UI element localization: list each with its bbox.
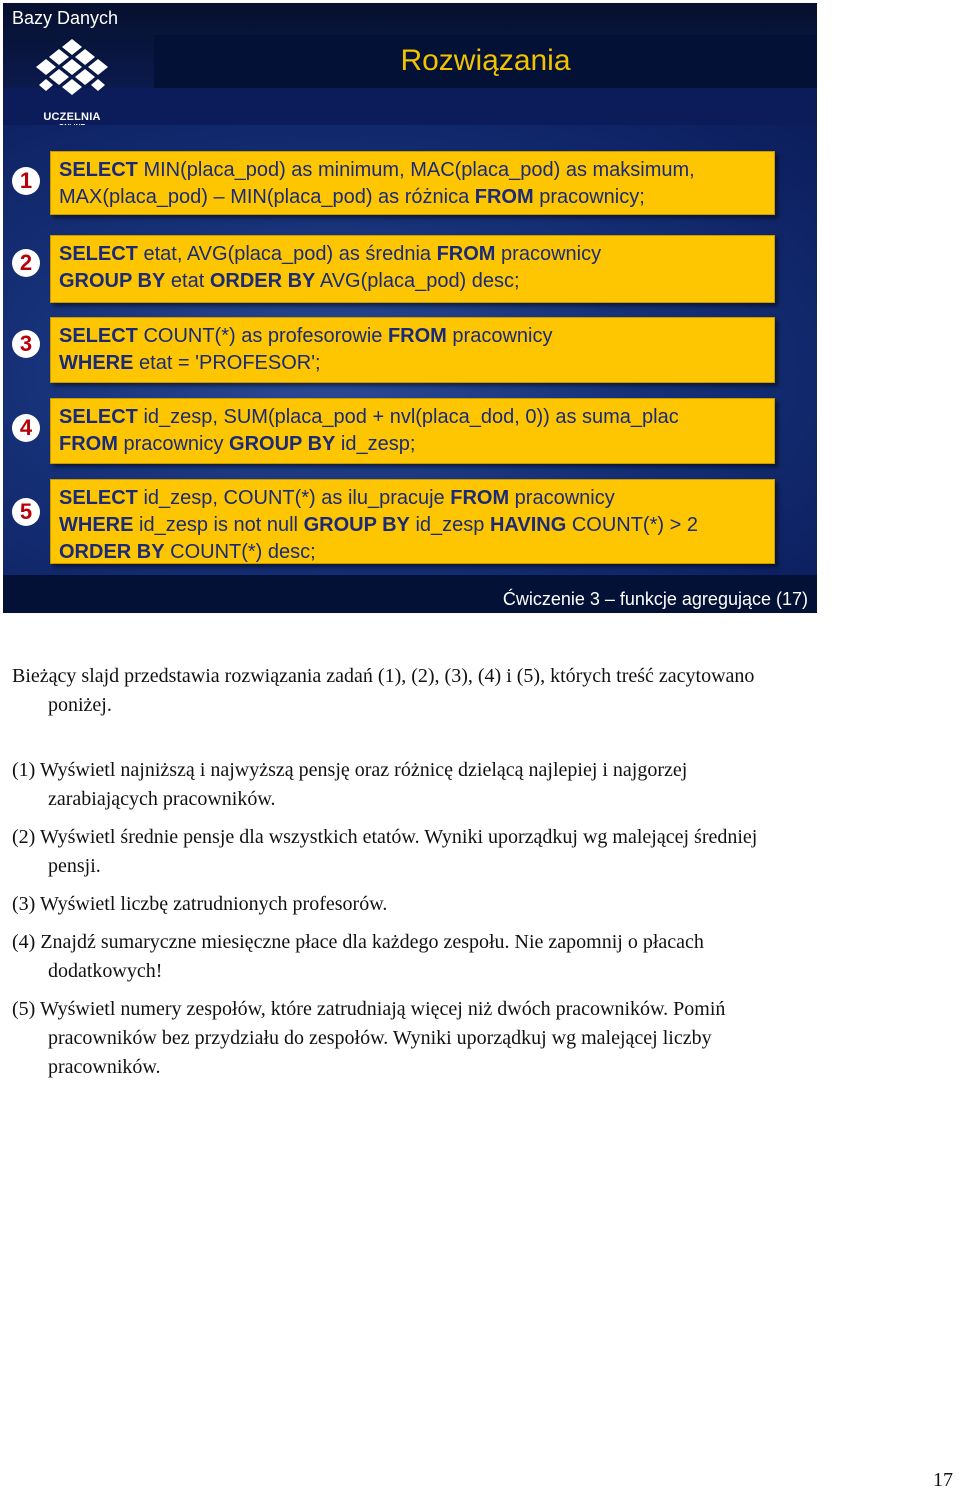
slide-title: Rozwiązania — [400, 44, 571, 77]
footer-text: Ćwiczenie 3 – funkcje agregujące (17) — [502, 589, 808, 609]
sql-line — [59, 512, 766, 539]
solution-number-5: 5 — [12, 498, 40, 526]
slide-header — [3, 3, 817, 88]
sql-line — [59, 539, 766, 566]
sql-solution-box-2 — [50, 235, 775, 303]
task-1: (1) Wyświetl najniższą i najwyższą pensję oraz różnicę dzielącą najlepiej i najgorzej zarabiających pracowników. — [12, 759, 688, 810]
logo-text-line1: UCZELNIA — [43, 111, 101, 123]
uczelnia-online-logo — [27, 35, 117, 125]
sql-line — [59, 241, 766, 268]
sql-line — [59, 431, 766, 458]
sql-line — [59, 485, 766, 512]
solution-number-3: 3 — [12, 330, 40, 358]
sql-text: MIN(placa_pod) as minimum, MAC(placa_pod) as maksimum, — [143, 159, 695, 181]
sql-line — [59, 184, 766, 211]
sql-text: id_zesp — [409, 514, 490, 536]
solution-number-4: 4 — [12, 414, 40, 442]
sql-text: etat, AVG(placa_pod) as średnia — [143, 243, 437, 265]
sql-solution-box-5 — [50, 479, 775, 564]
sql-text: COUNT(*) > 2 — [566, 514, 698, 536]
sql-keyword: SELECT — [59, 243, 144, 265]
sql-text: AVG(placa_pod) desc; — [315, 270, 520, 292]
logo-grid-icon — [27, 35, 117, 111]
sql-keyword: WHERE — [59, 514, 134, 536]
sql-keyword: FROM — [436, 243, 496, 265]
sql-text: id_zesp; — [335, 433, 416, 455]
sql-text: id_zesp is not null — [133, 514, 304, 536]
sql-keyword: SELECT — [59, 325, 144, 347]
task-4: (4) Znajdź sumaryczne miesięczne płace dla każdego zespołu. Nie zapomnij o płacach dodatkowych! — [12, 931, 704, 982]
solution-number-2: 2 — [12, 249, 40, 277]
sql-text: COUNT(*) desc; — [164, 541, 316, 563]
sql-text: etat = 'PROFESOR'; — [133, 352, 321, 374]
sql-text: id_zesp, SUM(placa_pod + nvl(placa_dod, 0)) as suma_plac — [143, 406, 679, 428]
task-3: (3) Wyświetl liczbę zatrudnionych profesorów. — [12, 893, 388, 915]
slide-footer — [3, 575, 817, 613]
solution-number-1: 1 — [12, 167, 40, 195]
sql-text: id_zesp, COUNT(*) as ilu_pracuje — [143, 487, 451, 509]
sql-keyword: HAVING — [489, 514, 567, 536]
sql-keyword: FROM — [387, 325, 447, 347]
course-name: Bazy Danych — [12, 8, 119, 28]
task-2: (2) Wyświetl średnie pensje dla wszystkich etatów. Wyniki uporządkuj wg malejącej średniej pensji. — [12, 826, 758, 877]
sql-keyword: FROM — [474, 186, 534, 208]
sql-keyword: SELECT — [59, 159, 144, 181]
sql-line — [59, 157, 766, 184]
notes-intro: Bieżący slajd przedstawia rozwiązania zadań (1), (2), (3), (4) i (5), których treść zacytowano poniżej. — [12, 665, 755, 716]
page-number: 17 — [933, 1469, 953, 1491]
sql-solution-box-4 — [50, 398, 775, 464]
sql-text: COUNT(*) as profesorowie — [143, 325, 388, 347]
sql-keyword: FROM — [59, 433, 118, 455]
sql-keyword: WHERE — [59, 352, 134, 374]
sql-solution-box-1 — [50, 151, 775, 215]
notes — [12, 662, 802, 1091]
sql-keyword: GROUP BY — [229, 433, 336, 455]
task-5: (5) Wyświetl numery zespołów, które zatrudniają więcej niż dwóch pracowników. Pomiń pracowników bez przydziału do zespołów. Wyniki uporządkuj wg malejącej liczby pracowników. — [12, 998, 726, 1078]
sql-text: pracownicy — [509, 487, 615, 509]
sql-line — [59, 323, 766, 350]
slide-body — [3, 125, 817, 575]
sql-solution-box-3 — [50, 317, 775, 383]
sql-text: pracownicy — [495, 243, 602, 265]
sql-keyword: GROUP BY — [59, 270, 166, 292]
sql-text: pracownicy — [446, 325, 553, 347]
sql-keyword: FROM — [450, 487, 510, 509]
sql-text: pracownicy — [117, 433, 230, 455]
sql-text: MAX(placa_pod) – MIN(placa_pod) as różnica — [59, 186, 475, 208]
sql-keyword: ORDER BY — [59, 541, 165, 563]
sql-keyword: ORDER BY — [209, 270, 316, 292]
sql-keyword: SELECT — [59, 406, 144, 428]
sql-text: pracownicy; — [533, 186, 645, 208]
sql-keyword: GROUP BY — [303, 514, 410, 536]
sql-line — [59, 350, 766, 377]
sql-line — [59, 404, 766, 431]
sql-keyword: SELECT — [59, 487, 144, 509]
sql-text: etat — [165, 270, 210, 292]
sql-line — [59, 268, 766, 295]
slide — [3, 3, 817, 613]
title-bar — [154, 35, 817, 88]
